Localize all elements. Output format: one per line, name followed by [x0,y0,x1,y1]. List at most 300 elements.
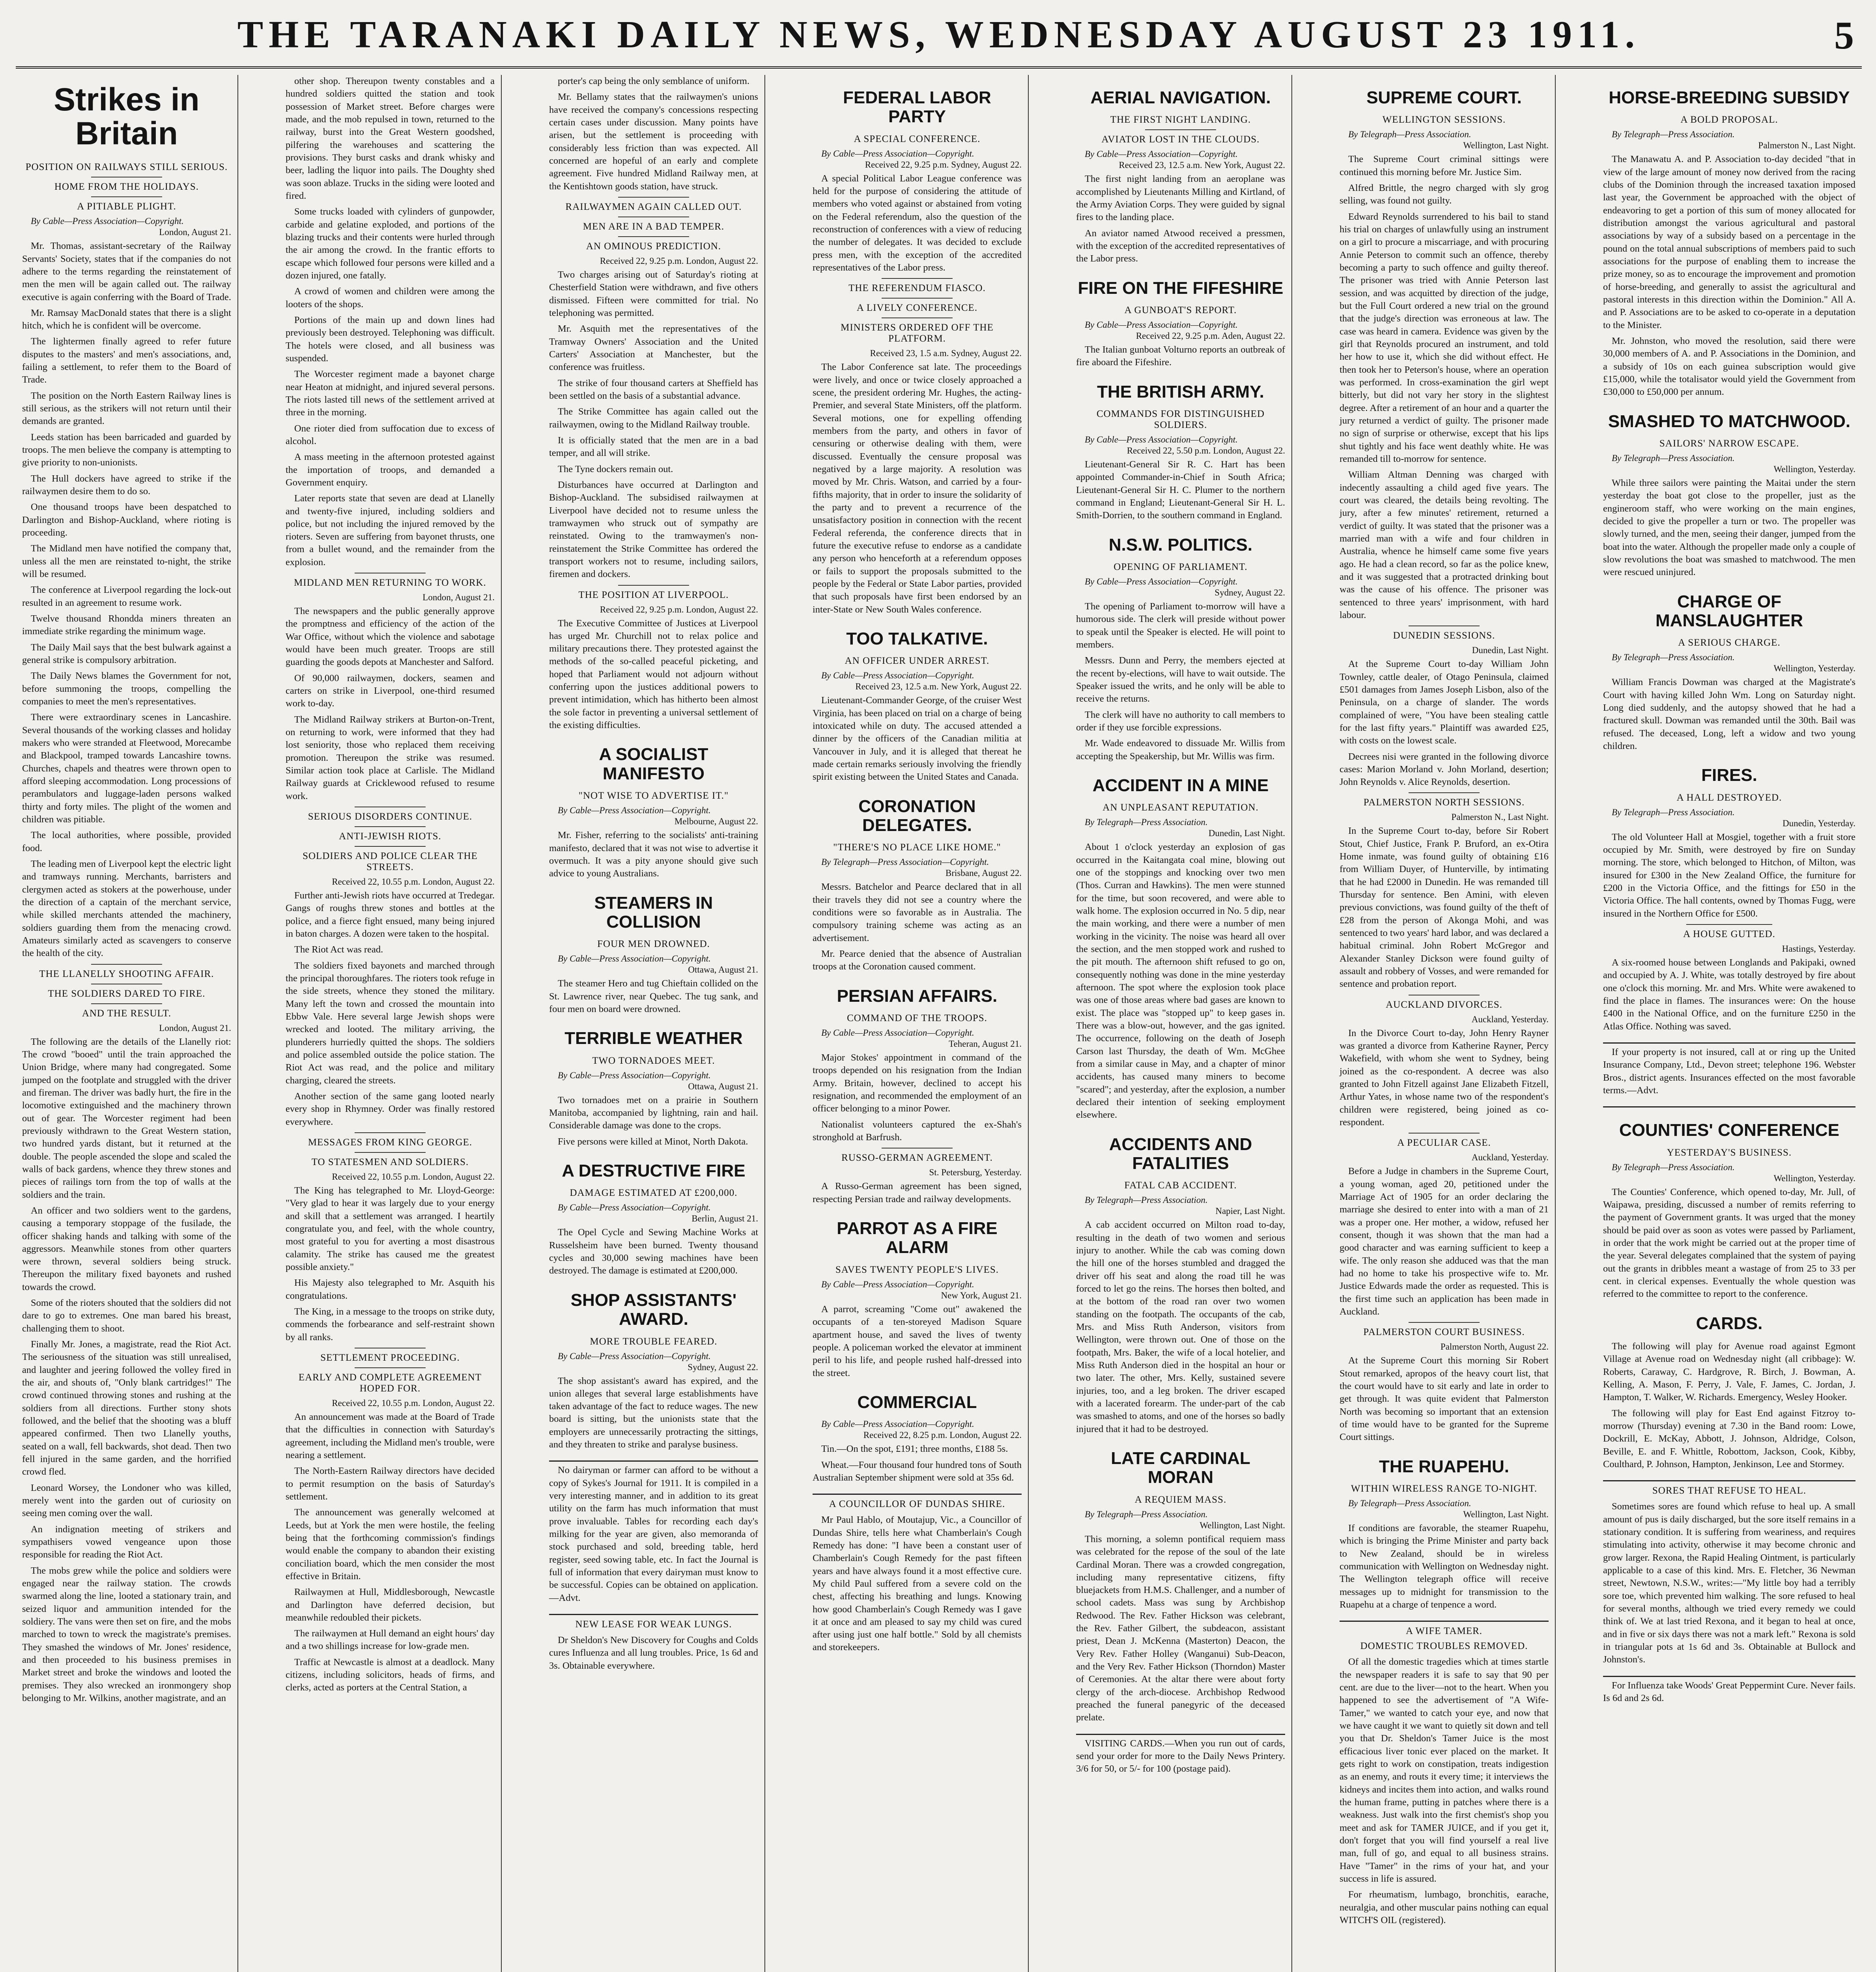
subheading: MESSAGES FROM KING GEORGE. [308,1137,473,1148]
subheading: MINISTERS ORDERED OFF THE PLATFORM. [841,322,994,344]
dateline-source: By Cable—Press Association—Copyright. [821,1279,974,1289]
dateline: Received 23, 1.5 a.m. Sydney, August 22. [870,348,1022,359]
paragraph: Some of the rioters shouted that the soldiers did not dare to go to extremes. One man bared his breast, challenging them to shoot. [22,1298,231,1334]
article-headline: LATE CARDINAL MORAN [1111,1449,1250,1487]
paragraph: The lightermen finally agreed to refer future disputes to the masters' and men's associations, and, failing a settlement, to refer them to the Board of Trade. [22,336,231,385]
section-rule [1145,129,1216,130]
column-7 [1597,75,1862,1972]
paragraph: The shop assistant's award has expired, and the union alleges that several large establishments have taken advantage of the fact to reduce wages. The new board is sitting, but the unionists state that the employers are unnecessarily protracting the sittings, and they threaten to strike and paralyse business. [549,1375,758,1450]
paragraph: Tin.—On the spot, £191; three months, £188 5s. [821,1444,1008,1455]
column-2 [279,75,502,1972]
article-headline: A DESTRUCTIVE FIRE [562,1161,746,1181]
dateline-source: By Cable—Press Association—Copyright. [558,1070,711,1080]
paragraph: Railwaymen at Hull, Middlesborough, Newcastle and Darlington have deferred decision, but meanwhile redoubled their pickets. [286,1587,495,1623]
section-rule [355,826,426,827]
article-headline: HORSE-BREEDING SUBSIDY [1609,88,1850,107]
dateline: Dunedin, Yesterday. [1782,818,1855,828]
paragraph: Another section of the same gang looted nearly every shop in Rhymney. Order was finally restored everywhere. [286,1091,495,1127]
article-headline: THE BRITISH ARMY. [1097,382,1264,401]
subheading: WELLINGTON SESSIONS. [1382,114,1506,125]
paragraph: Twelve thousand Rhondda miners threaten an immediate strike regarding the minimum wage. [22,613,231,637]
paragraph: His Majesty also telegraphed to Mr. Asquith his congratulations. [286,1277,495,1301]
subheading: MEN ARE IN A BAD TEMPER. [583,221,725,232]
paragraph: The leading men of Liverpool kept the electric light and tramways running. Merchants, barristers and clergymen acted as stokers at the powerhouse, under the direction of a captain of the merchant service, while skilled merchants attended the machinery, soldiers guarding them from the menacing crowd. Amateurs similarly acted as scavengers to conserve the health of the city. [22,858,231,959]
dateline: Received 22, 9.25 p.m. Aden, August 22. [1136,331,1285,341]
subheading: ANTI-JEWISH RIOTS. [339,831,441,842]
paragraph: The King, in a message to the troops on strike duty, commends the forbearance and self-restraint shown by all ranks. [286,1306,495,1343]
paragraph: At the Supreme Court this morning Sir Robert Stout remarked, apropos of the heavy court list, that the court would have to sit early and late in order to get through. It was quite evident that Palmerston North was becoming so important that an extension of time would have to be granted for the Supreme Court sittings. [1340,1355,1549,1443]
paragraph: Mr. Ramsay MacDonald states that there is a slight hitch, which he is confident will be overcome. [22,307,231,331]
dateline-source: By Telegraph—Press Association. [1612,129,1735,140]
dateline-source: By Telegraph—Press Association. [1612,453,1735,463]
paragraph: VISITING CARDS.—When you run out of cards, send your order for more to the Daily News Printery. 3/6 for 50, or 5/- for 100 (postage paid). [1076,1738,1285,1774]
dateline: Dunedin, Last Night. [1208,828,1285,838]
paragraph: A mass meeting in the afternoon protested against the importation of troops, and demanded a Government enquiry. [286,452,495,488]
dateline-source: By Telegraph—Press Association—Copyright. [821,857,989,867]
section-rule [355,1132,426,1133]
subheading: POSITION ON RAILWAYS STILL SERIOUS. [25,162,228,173]
paragraph: A cab accident occurred on Milton road to-day, resulting in the death of two women and serious injury to another. While the cab was coming down the hill one of the horses stumbled and dragged the driver off his seat and along the road till he was forced to let go the reins. The horses then bolted, and at the bottom of the road ran over two women standing on the footpath. The occupants of the cab, Mrs. and Miss Ruth Anderson, visitors from Wellington, were thrown out. One of those on the footpath, Mrs. Baker, the wife of a local hotelier, and Miss Ruth Anderson died in the hospital an hour or two later. The other, Mrs. Kelly, sustained severe injuries, too, and a leg broken. The driver escaped with a lacerated forearm. The under-part of the cab was smashed to atoms, and one of the horses so badly injured that it had to be destroyed. [1076,1219,1285,1434]
subheading: THE POSITION AT LIVERPOOL. [578,589,729,600]
paragraph: Decrees nisi were granted in the following divorce cases: Marion Morland v. John Morland, desertion; John Reynolds v. Alice Reynolds, desertion. [1340,751,1549,788]
dateline-source: By Telegraph—Press Association. [1612,652,1735,663]
paragraph: Some trucks loaded with cylinders of gunpowder, carbide and gelatine exploded, and portions of the blazing trucks and their contents were hurled through the air among the crowd. In the frantic efforts to escape which followed four persons were killed and a dozen injured, one fatally. [286,206,495,281]
dateline: Received 22, 5.50 p.m. London, August 22. [1127,446,1285,456]
dateline-source: By Cable—Press Association—Copyright. [1085,320,1238,330]
paragraph: While three sailors were painting the Maitai under the stern yesterday the boat got close to the propeller, just as the engineroom staff, who were working on the main engines, decided to give the propeller a turn or two. The propeller was slowly turned, and the men, seeing their danger, jumped from the boat into the water. Although the propeller made only a couple of slow revolutions the boat was smashed to matchwood. The men were rescued uninjured. [1603,478,1855,578]
paragraph: Dr Sheldon's New Discovery for Coughs and Colds cures Influenza and all lung troubles. Price, 1s 6d and 3s. Obtainable everywhere. [549,1635,758,1671]
paragraph: Lieutenant-Commander George, of the cruiser West Virginia, has been placed on trial on a charge of being intoxicated while on duty. The accused attended a dinner by the officers of the Canadian militia at Vancouver in July, and it is alleged that thereat he made certain remarks seriously involving the friendly spirit existing between the United States and Canada. [813,695,1022,782]
page-number: 5 [1834,13,1854,57]
subheading: SOLDIERS AND POLICE CLEAR THE STREETS. [303,851,478,873]
dateline: Brisbane, August 22. [945,868,1022,878]
paragraph: Major Stokes' appointment in command of the troops depended on his resignation from the Indian Army. Britain, however, declined to accept his resignation, and recommended the employment of an officer belonging to a minor Power. [813,1052,1022,1114]
paragraph: The first night landing from an aeroplane was accomplished by Lieutenants Milling and Kirtland, of the Army Aviation Corps. They were guided by signal fires to the landing place. [1076,174,1285,223]
subheading: PALMERSTON NORTH SESSIONS. [1363,797,1525,808]
column-5 [1070,75,1292,1972]
section-rule [91,196,162,197]
subheading: AN OMINOUS PREDICTION. [586,241,721,252]
dateline: Wellington, Last Night. [1200,1520,1285,1530]
paragraph: An announcement was made at the Board of Trade that the difficulties in connection with Saturday's agreement, including the Midland men's trouble, were nearing a settlement. [286,1411,495,1460]
paragraph: Edward Reynolds surrendered to his bail to stand his trial on charges of unlawfully using an instrument on a girl to procure a miscarriage, and with procuring Annie Peterson to commit such an offence, thereby becoming a party to such offence and guilty thereof. The prisoner was tried with Annie Peterson last session, and was acquitted by direction of the judge, but the Full Court ordered a new trial on the ground that the judge's direction was erroneous at law. The case was heard in camera. Evidence was given by the girl that Reynolds procured an instrument, and told her how to use it, which she did without effect. He then took her to Peterson's house, where an operation was performed. In cross-examination the girl wept bitterly, but did not vary her story in the slightest degree. After a retirement of an hour and a quarter the jury returned a verdict of guilty. The prisoner made no sign of surprise or otherwise, except that his lips shut tightly and his face went deathly white. He was remanded till to-morrow for sentence. [1340,211,1549,464]
subheading: "NOT WISE TO ADVERTISE IT." [578,790,729,801]
dateline: Wellington, Last Night. [1463,140,1549,151]
paragraph: Leonard Worsey, the Londoner who was killed, merely went into the garden out of curiosity on seeing men coming over the wall. [22,1482,231,1519]
paragraph: The following are the details of the Llanelly riot: The crowd "booed" until the train approached the Union Bridge, where many had congregated. Some jumped on the footplate and struggled with the driver and fireman. The driver was badly hurt, the fire in the locomotive extinguished and the machinery thrown out of gear. The Worcester regiment had been previously withdrawn to the Great Western station, two hundred yards distant, but it returned at the double. The people ascended the slope and scaled the walls of back gardens, whence they threw stones and pieces of railings torn from the top of walls at the soldiers and the train. [22,1036,231,1200]
subheading: TO STATESMEN AND SOLDIERS. [311,1156,469,1167]
article-headline: FIRE ON THE FIFESHIRE [1078,278,1284,298]
dateline: Wellington, Yesterday. [1773,464,1855,474]
dateline: Ottawa, August 21. [688,1081,758,1091]
column-rule [813,1494,1022,1495]
section-rule [618,197,689,198]
subheading: A WIFE TAMER. [1405,1626,1483,1637]
paragraph: A parrot, screaming "Come out" awakened the occupants of a ten-storeyed Madison Square apartment house, and saved the lives of twenty people. A policeman worked the elevator at imminent peril to his life, and people rushed half-dressed into the street. [813,1303,1022,1378]
dateline-source: By Telegraph—Press Association. [1085,1195,1208,1205]
article-headline: SHOP ASSISTANTS' AWARD. [570,1290,737,1329]
article-headline: PERSIAN AFFAIRS. [837,986,998,1006]
paragraph: Portions of the main up and down lines had previously been destroyed. Telephoning was difficult. The hotels were closed, and all business was suspended. [286,314,495,364]
section-rule [1409,1133,1480,1134]
dateline-source: By Cable—Press Association—Copyright. [821,1028,974,1038]
article-headline: CHARGE OF MANSLAUGHTER [1656,592,1803,631]
paragraph: The mobs grew while the police and soldiers were engaged near the railway station. The crowds swarmed along the line, looted a stationary train, and seized liquor and ammunition intended for the soldiery. The vans were then set on fire, and the mobs marched to town to wreck the magistrate's premises. They smashed the windows of Mr. Jones' residence, and then proceeded to his business premises in Market street and broke the windows and looted the premises. They also wrecked an ironmongery shop belonging to Mr. Wilkins, another magistrate, and an [22,1565,231,1703]
subheading: RUSSO-GERMAN AGREEMENT. [841,1152,993,1163]
section-rule [882,298,953,299]
paragraph: porter's cap being the only semblance of uniform. [558,76,750,86]
paragraph: Wheat.—Four thousand four hundred tons of South Australian September shipment were sold at 35s 6d. [813,1459,1022,1483]
dateline: St. Petersburg, Yesterday. [929,1167,1022,1178]
article-headline: CARDS. [1696,1313,1763,1333]
paragraph: Alfred Brittle, the negro charged with sly grog selling, was found not guilty. [1340,183,1549,206]
dateline: Hastings, Yesterday. [1782,944,1855,954]
paragraph: In the Supreme Court to-day, before Sir Robert Stout, Chief Justice, Frank P. Bruford, an ex-Otira Home inmate, was found guilty of obtaining £16 from William Duyer, of Hunterville, by intimating that he had £2000 in Dunedin. He was remanded till Thursday for sentence. Ben Amini, with eleven previous convictions, was found guilty of the theft of £28 from the person of Akonga Mohi, and was sentenced to two years' hard labor, and was declared a habitual criminal. John Robert McGregor and Alexander Stanley Dickson were found guilty of assault and robbery of Vosses, and were remanded for sentence and probation report. [1340,825,1549,990]
paragraph: The old Volunteer Hall at Mosgiel, together with a fruit store occupied by Mr. Smith, were destroyed by fire on Sunday morning. The store, which belonged to Hitchon, of Milton, was insured for £300 in the New Zealand Office, the furniture for £200 in the Victoria Office, and the fittings for £50 in the Victoria Office. The hall contents, owned by Thomas Fugg, were insured in the Northern Office for £500. [1603,831,1855,919]
dateline-source: By Cable—Press Association—Copyright. [31,216,184,226]
subheading: DUNEDIN SESSIONS. [1393,630,1495,641]
section-rule [882,278,953,279]
section-rule [91,964,162,965]
paragraph: William Francis Dowman was charged at the Magistrate's Court with having killed John Wm. Long on Saturday night. Long died suddenly, and the autopsy showed that he had a fractured skull. Dowman was remanded until the 30th. Bail was refused. The deceased, Long, left a widow and two young children. [1603,677,1855,752]
paragraph: The Daily Mail says that the best bulwark against a general strike is compulsory arbitration. [22,642,231,666]
dateline: Palmerston N., Last Night. [1451,812,1549,822]
paragraph: Five persons were killed at Minot, North Dakota. [558,1136,748,1147]
paragraph: One thousand troops have been despatched to Darlington and Bishop-Auckland, where rioting is proceeding. [22,502,231,538]
paragraph: The newspapers and the public generally approve the promptness and efficiency of the action of the War Office, without which the violence and sabotage would have been much greater. Troops are still guarding the goods depots at Manchester and Salford. [286,606,495,668]
paragraph: The Supreme Court criminal sittings were continued this morning before Mr. Justice Sim. [1340,154,1549,177]
subheading: A PECULIAR CASE. [1397,1137,1491,1148]
paragraph: Messrs. Dunn and Perry, the members ejected at the recent by-elections, will have to wait outside. The Speaker issued the writs, and he only will be able to receive the returns. [1076,655,1285,704]
subheading: AN OFFICER UNDER ARREST. [845,655,990,667]
section-rule [91,1003,162,1004]
subheading: "THERE'S NO PLACE LIKE HOME." [833,842,1001,853]
paragraph: A crowd of women and children were among the looters of the shops. [286,286,495,310]
column-4 [806,75,1029,1972]
paragraph: Finally Mr. Jones, a magistrate, read the Riot Act. The seriousness of the situation was still unrealised, and laughter and jeering followed the volley fired in the air, and shouts of, "Only blank cartridges!" The crowd continued throwing stones and rushing at the soldiers from all directions. Further stony shots followed, and the belief that the shooting was a bluff appeared confirmed. Then two Llanelly youths, seated on a wall, fell backwards, shot dead. Then two fell injured in the same garden, and the horrified crowd fled. [22,1339,231,1477]
paragraph: Two charges arising out of Saturday's rioting at Chesterfield Station were withdrawn, and five others dismissed. Fifteen were committed for trial. No telephoning was permitted. [549,269,758,318]
paragraph: Disturbances have occurred at Darlington and Bishop-Auckland. The subsidised railwaymen at Liverpool have decided not to resume unless the tramwaymen who struck out of sympathy are reinstated. Owing to the tramwaymen's non-reinstatement the Strike Committee has ordered the transport workers not to resume, including sailors, firemen and dockers. [549,479,758,580]
subheading: NEW LEASE FOR WEAK LUNGS. [575,1619,732,1630]
section-rule [1409,1322,1480,1323]
dateline: Received 22, 9.25 p.m. London, August 22. [600,604,758,614]
subheading: AUCKLAND DIVORCES. [1386,999,1502,1010]
paragraph: The strike of four thousand carters at Sheffield has been settled on the basis of a substantial advance. [549,377,758,401]
column-rule [1603,1106,1855,1107]
section-rule [618,236,689,237]
subheading: THE FIRST NIGHT LANDING. [1110,114,1251,125]
subheading: THE REFERENDUM FIASCO. [848,283,986,294]
dateline: London, August 21. [159,227,231,237]
dateline: Received 22, 8.25 p.m. London, August 22. [863,1430,1022,1440]
dateline-source: By Telegraph—Press Association. [1348,129,1471,140]
article-headline: N.S.W. POLITICS. [1108,535,1253,555]
dateline-source: By Cable—Press Association—Copyright. [821,148,974,159]
dateline-source: By Telegraph—Press Association. [1612,1162,1735,1172]
subheading: A SERIOUS CHARGE. [1678,637,1781,648]
paragraph: An indignation meeting of strikers and sympathisers vowed vengeance upon those responsible for reading the Riot Act. [22,1524,231,1560]
subheading: DAMAGE ESTIMATED AT £200,000. [570,1188,738,1199]
paragraph: The position on the North Eastern Railway lines is still serious, as the strikers will not return until their demands are granted. [22,390,231,427]
paragraph: The steamer Hero and tug Chieftain collided on the St. Lawrence river, near Quebec. The tug sank, and four men on board were drowned. [549,978,758,1014]
subheading: FOUR MEN DROWNED. [597,939,710,950]
paragraph: This morning, a solemn pontifical requiem mass was celebrated for the repose of the soul of the late Cardinal Moran. There was a crowded congregation, including many representative citizens, fifty bluejackets from H.M.S. Challenger, and a number of school cadets. Mass was sung by Archbishop Redwood. The Rev. Father Hickson was celebrant, the Rev. Father Gilbert, the subdeacon, assistant priest, Dean J. McKenna (Masterton) Deacon, the Very Rev. Father Holley (Wanganui) Sub-Deacon, and the Very Rev. Father Hickson (Thorndon) Master of Ceremonies. At the altar there were about forty clergy of the arch-diocese. Archbishop Redwood preached the funeral panegyric of the deceased prelate. [1076,1533,1285,1723]
subheading: YESTERDAY'S BUSINESS. [1667,1147,1792,1158]
paragraph: An officer and two soldiers went to the gardens, causing a temporary stoppage of the fusilade, the officer shaking hands and talking with some of the aggressors. Meanwhile stones from other quarters were thrown, several soldiers being struck. Thereupon the military fixed bayonets and rushed towards the crowd. [22,1205,231,1292]
subheading: FATAL CAB ACCIDENT. [1124,1180,1237,1191]
article-headline: CORONATION DELEGATES. [858,796,976,835]
paragraph: The Hull dockers have agreed to strike if the railwaymen desire them to do so. [22,473,231,497]
paragraph: In the Divorce Court to-day, John Henry Rayner was granted a divorce from Katherine Rayner, Percy Wakefield, with whom she went to Sydney, being joined as the co-respondent. A decree was also granted to John Fitzell against Jane Elizabeth Fitzell, Arthur Yates, in whose name two of the respondent's children were registered, being joined as co-respondent. [1340,1027,1549,1128]
subheading: A GUNBOAT'S REPORT. [1124,305,1237,316]
dateline: Napier, Last Night. [1215,1206,1285,1216]
section-rule [355,1152,426,1153]
subheading: AND THE RESULT. [82,1008,172,1019]
subheading: EARLY AND COMPLETE AGREEMENT HOPED FOR. [298,1372,482,1394]
paragraph: The soldiers fixed bayonets and marched through the principal thoroughfares. The rioters took refuge in the side streets, whence they stoned the military. Many left the town and crossed the mountain into Ebbw Vale. Here several large Jewish shops were wrecked and looted. The military arriving, the plunderers hurriedly quitted the shops. The soldiers and police assembled outside the police station. The Riot Act was read, and the police and military charging, cleared the streets. [286,960,495,1086]
dateline-source: By Cable—Press Association—Copyright. [1085,577,1238,587]
paragraph: At the Supreme Court to-day William John Townley, cattle dealer, of Otago Peninsula, claimed £501 damages from James Joseph Lisbon, also of the Peninsula, on a charge of slander. The words complained of were, "You have been stealing cattle for the last fifty years." Plaintiff was awarded £25, with costs on the lowest scale. [1340,659,1549,746]
paragraph: One rioter died from suffocation due to excess of alcohol. [286,423,495,446]
masthead-title: THE TARANAKI DAILY NEWS, WEDNESDAY AUGUST 23 1911. [237,13,1641,56]
dateline-source: By Cable—Press Association—Copyright. [558,1351,711,1361]
article-headline: STEAMERS IN COLLISION [594,893,713,932]
section-rule [1686,924,1772,925]
subheading: RAILWAYMEN AGAIN CALLED OUT. [565,201,742,212]
paragraph: The Riot Act was read. [294,944,383,955]
subheading: AN UNPLEASANT REPUTATION. [1102,802,1259,813]
column-rule [1603,1042,1855,1044]
paragraph: The following will play for East End against Fitzroy to-morrow (Thursday) evening at 7.30 in the Band room: Lowe, Dockrill, E. McKay, Abbott, J. Johnson, Aldridge, Colson, Beville, E. and F. Whittle, Robottom, Jackson, Cook, Kibby, Coulthard, P. Johnson, Hampton, Jenkinson, Lee and Stormey. [1603,1408,1855,1470]
article-headline: SUPREME COURT. [1366,88,1522,107]
dateline: Auckland, Yesterday. [1471,1014,1549,1024]
subheading: SAILORS' NARROW ESCAPE. [1659,438,1799,449]
paragraph: The Midland Railway strikers at Burton-on-Trent, on returning to work, were informed that they had lost seniority, those who replaced them receiving promotion. Thereupon the strike was resumed. Similar action took place at Carlisle. The Midland Railway guards at Cricklewood refused to resume work. [286,714,495,801]
subheading: A HALL DESTROYED. [1676,792,1782,803]
masthead [16,7,1862,69]
paragraph: The Opel Cycle and Sewing Machine Works at Russelsheim have been burned. Twenty thousand cycles and 30,000 sewing machines have been destroyed. The damage is estimated at £200,000. [549,1227,758,1276]
paragraph: For rheumatism, lumbago, bronchitis, earache, neuralgia, and other muscular pains nothing can equal WITCH'S OIL (registered). [1340,1889,1549,1925]
article-headline: COMMERCIAL [857,1392,977,1412]
article-headline: PARROT AS A FIRE ALARM [837,1219,998,1257]
column-rule [549,1460,758,1462]
dateline-source: By Cable—Press Association—Copyright. [1085,149,1238,159]
dateline: Received 22, 9.25 p.m. Sydney, August 22. [865,159,1022,170]
dateline: Sydney, August 22. [1215,588,1285,598]
dateline-source: By Cable—Press Association—Copyright. [821,670,974,681]
subheading: A HOUSE GUTTED. [1683,929,1775,940]
paragraph: The Executive Committee of Justices at Liverpool has urged Mr. Churchill not to relax police and military precautions there. They protested against the methods of the so-called peaceful picketing, and hoped that Parliament would not adjourn without conferring upon the justices additional powers to prevent intimidation, which has hitherto been almost the sole factor in preventing a universal settlement of the existing difficulties. [549,618,758,731]
dateline: Sydney, August 22. [688,1362,758,1372]
paragraph: Mr. Pearce denied that the absence of Australian troops at the Coronation caused comment. [813,949,1022,972]
column-rule [1340,1621,1549,1622]
paragraph: The conference at Liverpool regarding the lock-out resulted in an agreement to resume work. [22,585,231,608]
section-rule [355,846,426,847]
article-headline: AERIAL NAVIGATION. [1090,88,1271,107]
paragraph: The Labor Conference sat late. The proceedings were lively, and once or twice closely approached a scene, the president ordering Mr. Hughes, the acting-Premier, and several State Ministers, off the platform. Several motions, one for expelling offending members from the party, and others in favor of censuring or otherwise dealing with them, were discussed. Eventually the censure proposal was negatived by a large majority. A resolution was moved by Mr. Chris. Watson, and carried by a four-fifths majority, that in order to insure the solidarity of the party and to prevent a recurrence of the unsatisfactory position in connection with the recent Federal referenda, the conference directs that in future the executive refuse to endorse as a candidate any person who henceforth at a referendum opposes or fails to support the proposals submitted to the people by the Federal or State Labor parties, provided that such proposals have first been endorsed by an inter-State or New South Wales conference. [813,362,1022,615]
paragraph: Sometimes sores are found which refuse to heal up. A small amount of pus is daily discharged, but the sore itself remains in a stationary condition. It is suffering from weariness, and requires stimulating into activity, otherwise it may become chronic and grow larger. Rexona, the Rapid Healing Ointment, is particularly applicable to a case of this kind. Mrs. E. Fletcher, 36 Newman street, Newtown, N.S.W., writes:—"My little boy had a terribly sore toe, which prevented him walking. The sore refused to heal for several months, although we tried every remedy we could think of. We at last tried Rexona, and it began to heal at once, and in five or six days there was not a mark left." Rexona is sold in triangular pots at 1s 6d and 3s. Obtainable at Bullock and Johnston's. [1603,1501,1855,1665]
paragraph: The Counties' Conference, which opened to-day, Mr. Jull, of Waipawa, presiding, discussed a number of remits referring to the payment of Government grants. It was urged that the money should be paid over as soon as votes were passed by Parliament, in order that the work might be carried out at the proper time of the year. Several delegates complained that the system of paying out the grants in dribbles meant a wastage of from 25 to 33 per cent. in clerical expenses. Eventually the whole question was referred to the committee to report to the conference. [1603,1186,1855,1300]
main-headline: Strikes in Britain [54,82,200,152]
article-headline: A SOCIALIST MANIFESTO [599,745,708,783]
paragraph: Leeds station has been barricaded and guarded by troops. The men believe the company is attempting to give priority to non-unionists. [22,431,231,468]
dateline: Berlin, August 21. [691,1214,758,1224]
section-rule [618,585,689,586]
paragraph: About 1 o'clock yesterday an explosion of gas occurred in the Kaitangata coal mine, blowing out one of the stoppings and knocking over two men (Thos. Curran and Hawkins). The men were stunned for the time, but soon recovered, and were able to walk home. The explosion occurred in No. 5 dip, near the main working, and there were a number of men working in the vicinity. The noise was heard all over the section, and the men stopped work and rushed to the pit mouth. The afternoon shift refused to go on, consequently nothing was done in the mine yesterday afternoon. The spot where the explosion took place was one of those areas where bad gases are known to exist. The place was "stopped up" to keep gases in. There was a blow-out, however, and the gas ignited. The occurrence, following on the death of Joseph Carson last Thursday, the death of Wm. McGhee from a similar cause in May, and a chapter of minor accidents, has caused many miners to become "scared"; and yesterday, after the explosion, a number declared their intention of seeking employment elsewhere. [1076,842,1285,1120]
paragraph: Mr Paul Hablo, of Moutajup, Vic., a Councillor of Dundas Shire, tells here what Chamberlain's Cough Remedy has done: "I have been a constant user of Chamberlain's Cough Remedy for the past fifteen years and have always found it a most effective cure. My child Paul suffered from a severe cold on the chest, affecting his breathing and lungs. Knowing how good Chamberlain's Cough Remedy was I gave it at once and am pleased to say my child was cured after using just one half bottle." Sold by all chemists and storekeepers. [813,1514,1022,1653]
column-rule [1603,1676,1855,1677]
paragraph: The North-Eastern Railway directors have decided to permit resumption on the basis of Saturday's settlement. [286,1466,495,1502]
subheading: THE LLANELLY SHOOTING AFFAIR. [39,968,214,979]
paragraph: Before a Judge in chambers in the Supreme Court, a young woman, aged 20, petitioned under the Marriage Act of 1905 for an order declaring the marriage she desired to enter into with a man of 21 was a proper one. Her mother, a widow, refused her consent, though it was shown that the man had a good character and was earning sufficient to keep a wife. The only reason she adduced was that the man had no home to take his prospective wife to. Mr. Justice Edwards made the order as requested. This is the first time such an application has been made in Auckland. [1340,1166,1549,1317]
paragraph: The Daily News blames the Government for not, before summoning the troops, compelling the companies to meet the men's representatives. [22,670,231,707]
dateline-source: By Cable—Press Association—Copyright. [821,1419,974,1429]
dateline: Palmerston N., Last Night. [1758,140,1855,151]
paragraph: A Russo-German agreement has been signed, respecting Persian trade and railway developments. [813,1181,1022,1204]
dateline: Auckland, Yesterday. [1471,1152,1549,1163]
dateline: Received 23, 12.5 a.m. New York, August 22. [855,682,1022,692]
subheading: MORE TROUBLE FEARED. [590,1336,718,1347]
subheading: COMMAND OF THE TROOPS. [847,1013,987,1024]
article-headline: SMASHED TO MATCHWOOD. [1608,411,1851,431]
subheading: HOME FROM THE HOLIDAYS. [54,181,199,192]
paragraph: Mr. Johnston, who moved the resolution, said there were 30,000 members of A. and P. Associations in the Dominion, and a subsidy of 10s on each guinea subscription would give £15,000, while the totalisator would yield the Government from £30,000 to £50,000 per annum. [1603,335,1855,398]
subheading: A COUNCILLOR OF DUNDAS SHIRE. [829,1499,1005,1510]
paragraph: The Strike Committee has again called out the railwaymen, owing to the Midland Railway trouble. [549,406,758,430]
article-headline: COUNTIES' CONFERENCE [1619,1120,1840,1140]
subheading: A BOLD PROPOSAL. [1680,114,1778,125]
dateline: Melbourne, August 22. [674,816,758,827]
paragraph: The following will play for Avenue road against Egmont Village at Avenue road on Wednesday night (all cribbage): W. Roberts, Caraway, C. Hardgrove, R. Birch, J. Bowman, A. Kelling, A. Mason, F. Perry, J. Vale, F. James, C. Jordan, J. Hampton, T. Walker, W. Richards. Emergency, Wesley Hooker. [1603,1341,1855,1403]
paragraph: The opening of Parliament to-morrow will have a humorous side. The clerk will preside without power to speak until the Speaker is elected. He will point to members. [1076,601,1285,650]
paragraph: The clerk will have no authority to call members to order if they use forcible expressions. [1076,709,1285,733]
paragraph: Messrs. Batchelor and Pearce declared that in all their travels they did not see a country where the conditions were so favorable as in Australia. The compulsory training scheme was acting as an advertisement. [813,881,1022,943]
paragraph: The Tyne dockers remain out. [558,463,673,474]
paragraph: The local authorities, where possible, provided food. [22,830,231,853]
subheading: WITHIN WIRELESS RANGE TO-NIGHT. [1351,1483,1538,1494]
paragraph: Mr. Wade endeavored to dissuade Mr. Willis from accepting the Speakership, but Mr. Willis was firm. [1076,738,1285,762]
section-rule [355,1367,426,1368]
dateline: Wellington, Yesterday. [1773,663,1855,674]
section-rule [882,317,953,318]
article-headline: ACCIDENTS AND FATALITIES [1109,1134,1252,1173]
dateline-source: By Cable—Press Association—Copyright. [558,954,711,964]
paragraph: The railwaymen at Hull demand an eight hours' day and a two shillings increase for low-grade men. [286,1628,495,1652]
dateline-source: By Cable—Press Association—Copyright. [558,1203,711,1213]
paragraph: Traffic at Newcastle is almost at a deadlock. Many citizens, including solicitors, heads of firms, and clerks, acted as porters at the Central Station, a [286,1656,495,1693]
dateline-source: By Cable—Press Association—Copyright. [1085,435,1238,445]
column-1 [16,75,238,1972]
columns-container [16,75,1862,1972]
dateline-source: By Telegraph—Press Association. [1085,817,1208,827]
column-rule [1076,1734,1285,1735]
paragraph: William Altman Denning was charged with indecently assaulting a child aged five years. The court was cleared, the details being revolting. The jury, after a few minutes' retirement, returned a verdict of guilty. It was stated that the prisoner was a married man with a wife and four children in Australia, whence he himself came some five years ago. He had a clean record, so far as the police knew, and it was suggested that a protracted drinking bout was the cause of his offence. The prisoner was sentenced to three years' imprisonment, with hard labour. [1340,469,1549,620]
dateline: Received 23, 12.5 a.m. New York, August 22. [1119,160,1285,170]
paragraph: Mr. Bellamy states that the railwaymen's unions have received the company's concessions respecting certain cases under discussion. Many points have arisen, but the settlement is proceeding with considerably less friction than was expected. All concerned are hopeful of an early and complete agreement. Five hundred Midland Railway men, at the Kentishtown goods station, have struck. [549,92,758,192]
subheading: SORES THAT REFUSE TO HEAL. [1652,1485,1807,1496]
column-3 [543,75,765,1972]
column-rule [549,1614,758,1615]
paragraph: Later reports state that seven are dead at Llanelly and twenty-five injured, including soldiers and police, but not including the injured removed by the rioters. Seven are suffering from bayonet thrusts, one from a bullet wound, and the remainder from the explosion. [286,493,495,568]
dateline: London, August 21. [159,1023,231,1033]
dateline: Received 22, 10.55 p.m. London, August 22. [332,877,495,887]
article-headline: TOO TALKATIVE. [846,629,988,648]
subheading: PALMERSTON COURT BUSINESS. [1363,1327,1525,1338]
dateline: London, August 21. [422,592,495,603]
subheading: A PITIABLE PLIGHT. [77,201,176,212]
dateline-source: By Telegraph—Press Association. [1348,1498,1471,1508]
paragraph: The Worcester regiment made a bayonet charge near Heaton at midnight, and injured several persons. The riots lasted till news of the settlement arrived at three in the morning. [286,369,495,418]
article-headline: FIRES. [1701,766,1757,785]
paragraph: Of 90,000 railwaymen, dockers, seamen and carters on strike in Liverpool, one-third resumed work to-day. [286,672,495,709]
paragraph: The Manawatu A. and P. Association to-day decided "that in view of the large amount of money now derived from the racing clubs of the Dominion through the increased taxation imposed last year, the Government be approached with the object of endeavoring to get a portion of this sum of money allocated for distribution amongst the various agricultural and pastoral associations by way of a subsidy based on a percentage in the pound on the total annual subscriptions of members paid to such associations for the purpose of enabling them to increase the prize money, so as to encourage the improvement and promotion of horse-breeding, and generally to assist the agricultural and pastoral interests in this direction within the Dominion." All A. and P. Associations are to be asked to co-operate in a deputation to the Minister. [1603,154,1855,331]
dateline: Wellington, Yesterday. [1773,1173,1855,1183]
subheading: A REQUIEM MASS. [1134,1494,1227,1505]
dateline: Received 22, 10.55 p.m. London, August 22. [332,1171,495,1182]
paragraph: Mr. Thomas, assistant-secretary of the Railway Servants' Society, states that if the companies do not adhere to the terms regarding the reinstatement of men the men will be again called out. The railway executive is again conferring with the Board of Trade. [22,241,232,303]
subheading: AVIATOR LOST IN THE CLOUDS. [1101,134,1260,145]
subheading: TWO TORNADOES MEET. [592,1055,715,1066]
paragraph: A special Political Labor League conference was held for the purpose of considering the attitude of members who voted against or abstained from voting on the Federal referendum, also the question of the reconstruction of conferences with a view of reducing the number of delegates. It was decided to exclude press men, with the exception of the accredited representatives of the Labor press. [813,173,1022,273]
subheading: OPENING OF PARLIAMENT. [1114,562,1248,573]
paragraph: The King has telegraphed to Mr. Lloyd-George: "Very glad to hear it was largely due to your energy and skill that a settlement was arranged. I heartily congratulate you, and feel, with the whole country, most grateful to you for averting a most disastrous calamity. The strike has caused me the greatest possible anxiety." [286,1185,495,1272]
dateline: Received 22, 10.55 p.m. London, August 22. [332,1398,495,1408]
paragraph: The Midland men have notified the company that, unless all the men are reinstated to-night, the strike will be resumed. [22,543,231,580]
paragraph: There were extraordinary scenes in Lancashire. Several thousands of the working classes and holiday makers who were stranded at Fleetwood, Morecambe and Blackpool, tramped towards Lancashire towns. Churches, chapels and theatres were thrown open to afford sleeping accommodation. Long processions of perambulators and luggage-laden persons walked thirty and forty miles. The plight of the women and children was pitiable. [22,712,231,825]
dateline: Palmerston North, August 22. [1440,1342,1549,1352]
paragraph: Two tornadoes met on a prairie in Southern Manitoba, accompanied by lightning, rain and hail. Considerable damage was done to the crops. [549,1094,758,1131]
subheading: THE SOLDIERS DARED TO FIRE. [48,988,206,999]
paragraph: Further anti-Jewish riots have occurred at Tredegar. Gangs of roughs threw stones and bottles at the police, and a fierce fight ensued, many being injured in baton charges. A dozen were taken to the hospital. [286,890,495,939]
article-headline: TERRIBLE WEATHER [564,1029,743,1048]
dateline: Received 22, 9.25 p.m. London, August 22. [600,256,758,266]
article-headline: THE RUAPEHU. [1379,1457,1510,1476]
article-headline: FEDERAL LABOR PARTY [843,88,991,127]
dateline-source: By Cable—Press Association—Copyright. [558,805,711,816]
paragraph: Lieutenant-General Sir R. C. Hart has been appointed Commander-in-Chief in South Africa; Lieutenant-General Sir H. C. Plumer to the northern command in England; Lieutenant-General Sir H. L. Smith-Dorrien, to the southern command in England. [1076,459,1285,521]
column-rule [1603,1480,1855,1481]
dateline-source: By Telegraph—Press Association. [1612,807,1735,817]
dateline: Ottawa, August 21. [688,965,758,975]
paragraph: The Italian gunboat Volturno reports an outbreak of fire aboard the Fifeshire. [1076,344,1285,368]
paragraph: Mr. Asquith met the representatives of the Tramway Owners' Association and the United Carters' Association at Manchester, but the conference was fruitless. [549,323,758,373]
paragraph: If conditions are favorable, the steamer Ruapehu, which is bringing the Prime Minister and party back to New Zealand, should be in wireless communication with Wellington on Wednesday night. The Wellington telegraph office will receive messages up to midnight for transmission to the Ruapehu at a charge of tenpence a word. [1340,1523,1549,1610]
paragraph: No dairyman or farmer can afford to be without a copy of Sykes's Journal for 1911. It is compiled in a very interesting manner, and in addition to its great utility on the farm has much information that must prove invaluable. Tables for recording each day's milking for the year are given, also memoranda of stock purchased and sold, breeding table, herd register, seed sowing table, etc. In fact the Journal is full of information that every dairyman must know to be successful. Copies can be obtained on application.—Advt. [549,1465,758,1603]
paragraph: For Influenza take Woods' Great Peppermint Cure. Never fails. Is 6d and 2s 6d. [1603,1680,1855,1703]
subheading: SAVES TWENTY PEOPLE'S LIVES. [835,1264,999,1275]
paragraph: It is officially stated that the men are in a bad temper, and all will strike. [549,435,758,459]
subheading: SETTLEMENT PROCEEDING. [320,1352,460,1363]
subheading: DOMESTIC TROUBLES REMOVED. [1360,1641,1528,1652]
dateline: Dunedin, Last Night. [1472,645,1549,655]
dateline: Teheran, August 21. [949,1039,1022,1049]
subheading: A SPECIAL CONFERENCE. [854,133,981,144]
column-6 [1333,75,1556,1972]
paragraph: The announcement was generally welcomed at Leeds, but at York the men were hostile, the feeling being that the forthcoming commission's findings would enable the company to abandon their existing conciliation board, which the men consider the most effective in Britain. [286,1507,495,1582]
paragraph: Nationalist volunteers captured the ex-Shah's stronghold at Barfrush. [813,1119,1022,1143]
subheading: MIDLAND MEN RETURNING TO WORK. [294,577,486,588]
paragraph: An aviator named Atwood received a pressmen, with the exception of the accredited representatives of the Labor press. [1076,228,1285,264]
paragraph: If your property is not insured, call at or ring up the United Insurance Company, Ltd., Devon street; telephone 196. Webster Bros., district agents. Insurances effected on the most favorable terms.—Advt. [1603,1047,1855,1096]
dateline-source: By Telegraph—Press Association. [1085,1509,1208,1519]
subheading: A LIVELY CONFERENCE. [856,303,978,314]
article-headline: ACCIDENT IN A MINE [1092,776,1269,796]
paragraph: A six-roomed house between Longlands and Pakipaki, owned and occupied by A. J. White, was totally destroyed by fire about one o'clock this morning. Mr. and Mrs. White were awakened to find the place in flames. The insurances were: On the house £400 in the National Office, and on the furniture £250 in the Atlas Office. Nothing was saved. [1603,957,1855,1032]
dateline: Wellington, Last Night. [1463,1509,1549,1519]
subheading: SERIOUS DISORDERS CONTINUE. [308,811,473,822]
dateline: New York, August 21. [941,1290,1022,1300]
paragraph: Mr. Fisher, referring to the socialists' anti-training manifesto, declared that it was not wise to advertise it overmuch. It was a pity anyone should give such advice to young Australians. [549,830,758,879]
